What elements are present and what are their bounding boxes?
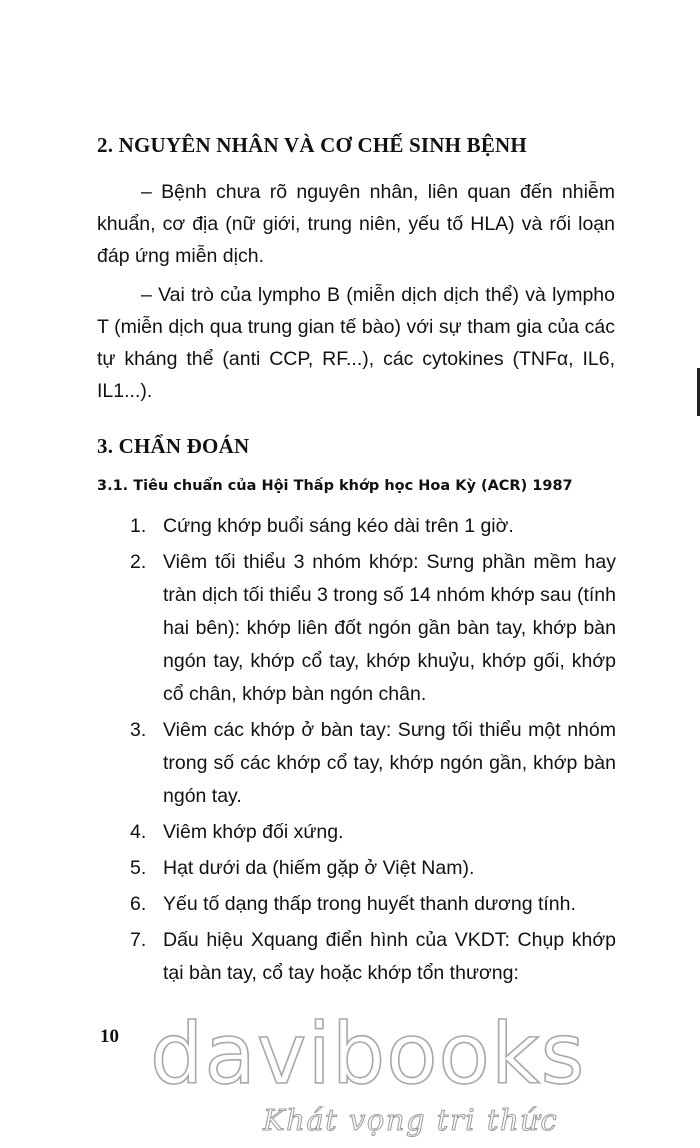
list-item-text: Dấu hiệu Xquang điển hình của VKDT: Chụp khớp tại bàn tay, cổ tay hoặc khớp tổn thương: <box>163 929 616 984</box>
list-item <box>130 924 616 990</box>
list-item <box>130 546 616 711</box>
list-item-number: 2. <box>130 551 147 573</box>
section-2-paragraph-1: – Bệnh chưa rõ nguyên nhân, liên quan đến nhiễm khuẩn, cơ địa (nữ giới, trung niên, yếu tố HLA) và rối loạn đáp ứng miễn dịch. <box>97 181 615 267</box>
list-item-number: 6. <box>130 893 147 915</box>
list-item-text: Hạt dưới da (hiếm gặp ở Việt Nam). <box>163 857 475 879</box>
list-item-text: Cứng khớp buổi sáng kéo dài trên 1 giờ. <box>163 515 514 537</box>
list-item-number: 1. <box>130 515 147 537</box>
list-item <box>130 714 616 813</box>
watermark-brand: davibooks <box>150 1005 586 1103</box>
page-number: 10 <box>100 1026 119 1047</box>
section-2-heading: 2. NGUYÊN NHÂN VÀ CƠ CHẾ SINH BỆNH <box>97 133 527 157</box>
list-item <box>130 510 616 543</box>
list-item <box>130 888 616 921</box>
list-item-text: Viêm các khớp ở bàn tay: Sưng tối thiểu một nhóm trong số các khớp cổ tay, khớp ngón gần, khớp bàn ngón tay. <box>163 719 616 807</box>
list-item <box>130 816 616 849</box>
list-item-number: 4. <box>130 821 147 843</box>
list-item-text: Viêm khớp đối xứng. <box>163 821 344 843</box>
list-item-text: Viêm tối thiểu 3 nhóm khớp: Sưng phần mềm hay tràn dịch tối thiểu 3 trong số 14 nhóm khớp sau (tính hai bên): khớp liên đốt ngón gần bàn tay, khớp bàn ngón tay, khớp cổ tay, khớp khuỷu, khớp gối, khớp cổ chân, khớp bàn ngón chân. <box>163 551 616 705</box>
section-3-1-subheading: 3.1. Tiêu chuẩn của Hội Thấp khớp học Hoa Kỳ (ACR) 1987 <box>97 478 573 494</box>
list-item-number: 3. <box>130 719 147 741</box>
section-2-paragraph-2: – Vai trò của lympho B (miễn dịch dịch thể) và lympho T (miễn dịch qua trung gian tế bào) với sự tham gia của các tự kháng thể (anti CCP, RF...), các cytokines (TNFα, IL6, IL1...). <box>97 284 615 402</box>
section-3-heading: 3. CHẨN ĐOÁN <box>97 434 250 458</box>
list-item-number: 5. <box>130 857 147 879</box>
list-item-text: Yếu tố dạng thấp trong huyết thanh dương tính. <box>163 893 576 915</box>
list-item-number: 7. <box>130 929 147 951</box>
watermark-tagline: Khát vọng tri thức <box>263 1103 559 1137</box>
acr-criteria-list <box>130 510 616 993</box>
list-item <box>130 852 616 885</box>
